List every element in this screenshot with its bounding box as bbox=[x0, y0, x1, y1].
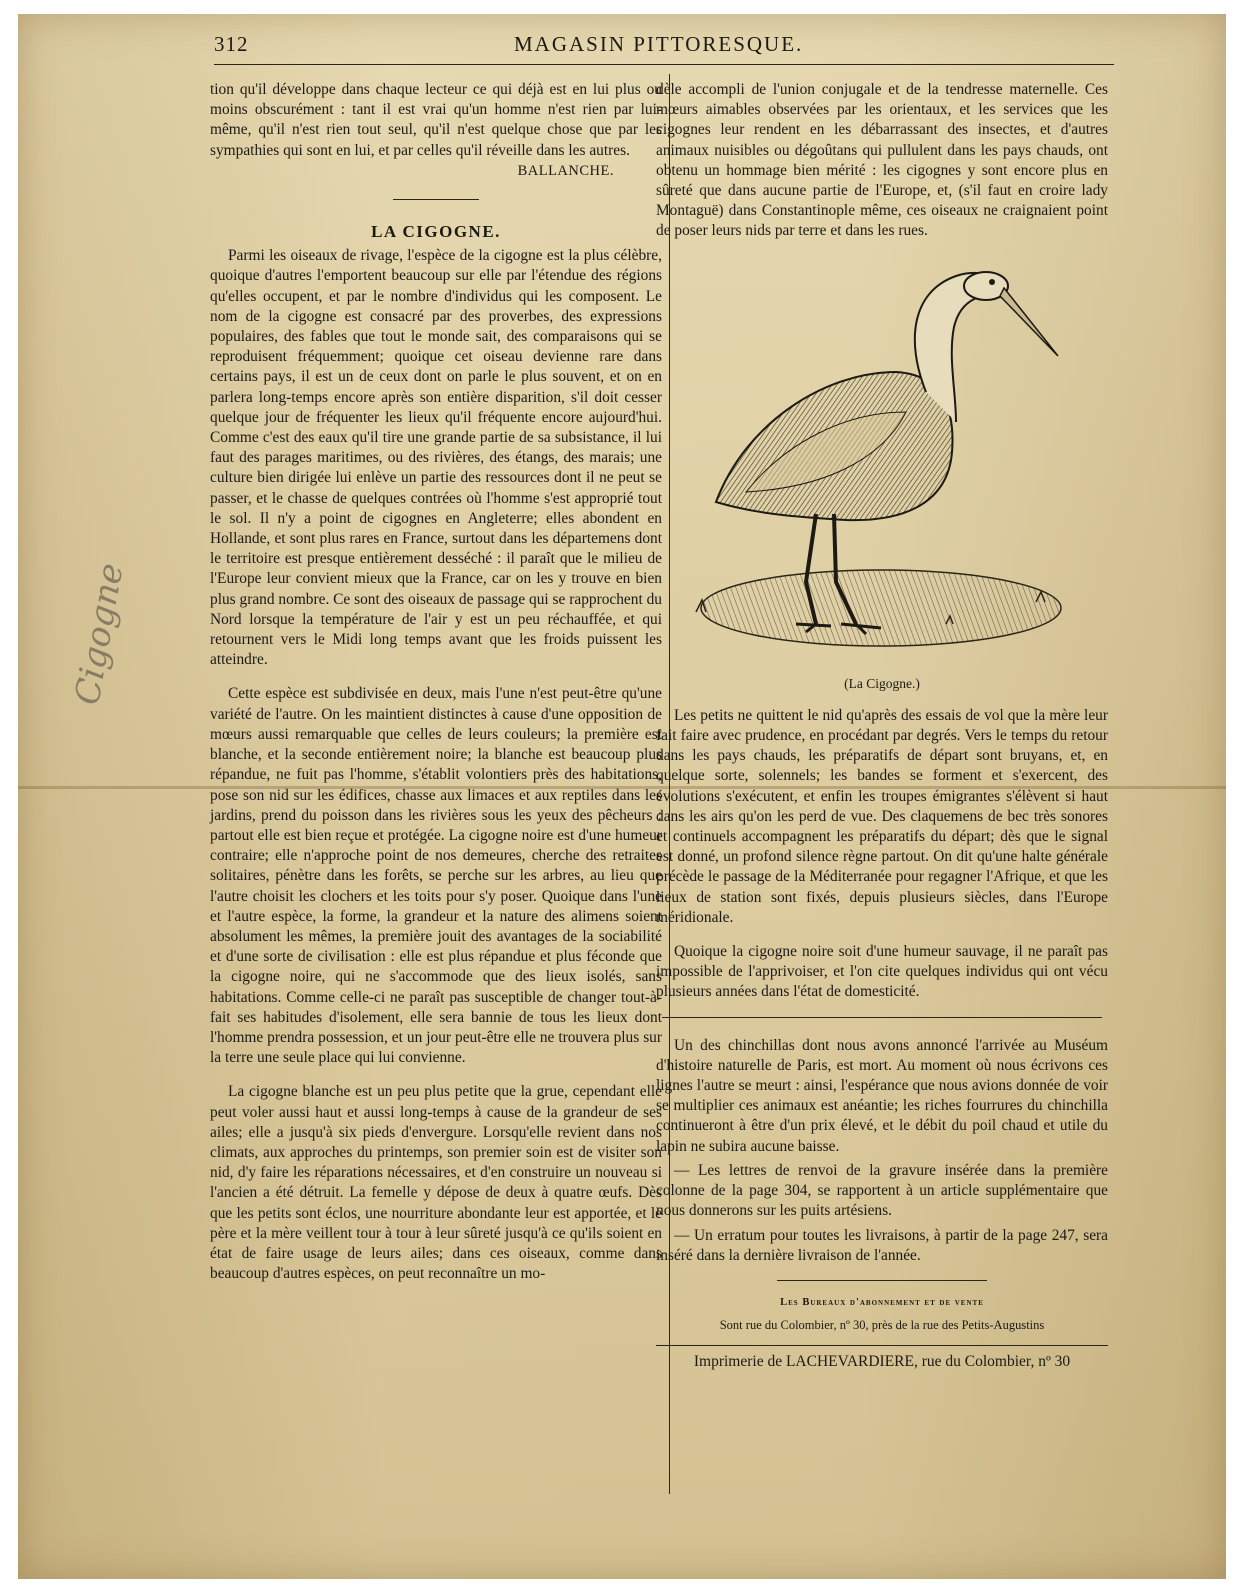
article-title: LA CIGOGNE. bbox=[371, 222, 501, 242]
page-header bbox=[214, 32, 1114, 58]
notice-paragraph: Un des chinchillas dont nous avons annoncé l'arrivée au Muséum d'histoire naturelle de Paris, est mort. Au moment où nous écrivons ces lignes l'autre se meurt : ainsi, l'espérance que nous avions donnée de voir se multiplier ces animaux est anéantie; les riches fourrures du chinchilla continueront à être d'un prix élevé, et le débit du poil chaud et utile du lapin ne subira aucune baisse. bbox=[656, 1036, 1108, 1155]
stork-engraving bbox=[656, 252, 1108, 672]
ground-mound bbox=[701, 570, 1061, 646]
right-column bbox=[656, 80, 1108, 1373]
stork-illustration bbox=[656, 252, 1108, 672]
section-rule bbox=[662, 1017, 1102, 1018]
newspaper-page bbox=[18, 14, 1226, 1579]
magazine-title: MAGASIN PITTORESQUE. bbox=[514, 32, 804, 56]
article-paragraph: Cette espèce est subdivisée en deux, mais l'une n'est peut-être qu'une variété de l'autre. On les maintient distinctes à cause d'une opposition de mœurs aussi remarquable que celles de leurs couleurs; la première est blanche, et la seconde entièrement noire; la blanche est beaucoup plus répandue, ne fuit pas l'homme, s'établit volontiers près des habitations, pose son nid sur les édifices, chasse aux limaces et aux reptiles dans les jardins, prend du poisson dans les rivières sous les yeux des pêcheurs : partout elle est bien reçue et protégée. La cigogne noire est d'une humeur contraire; elle n'approche point de nos demeures, cherche des retraites solitaires, pénètre dans les forêts, se perche sur les arbres, au lieu que l'autre choisit les clochers et les toits pour s'y poser. Quoique dans l'une et l'autre espèce, la forme, la grandeur et la nature des alimens soient absolument les mêmes, la première jouit des avantages de la sociabilité et d'une sorte de civilisation : elle est plus répandue et plus féconde que la cigogne noire, qui ne s'accommode que des lieux isolés, sans habitations. Comme celle-ci ne paraît pas susceptible de changer tout-à-fait ses habitudes d'isolement, elle sera bannie de tous les lieux dont l'homme prendra possession, et un jour peut-être elle ne trouvera plus sur la terre une seule place qui lui convienne. bbox=[210, 685, 662, 1067]
article-paragraph: Quoique la cigogne noire soit d'une humeur sauvage, il ne paraît pas impossible de l'apprivoiser, et l'on cite quelques individus qui ont vécu plusieurs années dans l'état de domesticité. bbox=[656, 943, 1108, 1001]
left-column bbox=[210, 80, 662, 1284]
article-paragraph: Parmi les oiseaux de rivage, l'espèce de la cigogne est la plus célèbre, quoique d'autres l'emportent beaucoup sur elle par l'étendue des régions qu'elles occupent, et par le nombre d'individus qui les composent. Le nom de la cigogne est consacré par des proverbes, des expressions populaires, des fables que tout le monde sait, des comparaisons qui se reproduisent fréquemment; quoique cet oiseau devienne rare dans certains pays, il est un de ceux dont on parle le plus souvent, et on en parlera long-temps encore après son entière disparition, s'il doit cesser quelque jour de fréquenter les lieux qu'il fréquente encore aujourd'hui. Comme c'est des eaux qu'il tire une grande partie de sa subsistance, il lui faut des parages maritimes, ou des rivières, des étangs, des marais; une culture bien dirigée lui enlève un partie des ressources dont il ne peut se passer, et le chasse de quelques contrées où l'homme s'est approprié tout le sol. Il n'y a point de cigognes en Angleterre; elles abondent en Hollande, et sont plus rares en France, surtout dans les départemens dont le territoire est presque entièrement desséché : il paraît que le milieu de l'Europe leur convient mieux que la France, car on les y trouve en bien plus grand nombre. Ce sont des oiseaux de passage qui se rapprochent du Nord lorsque la température de l'air y est un peu réchauffée, et qui retournent vers le Midi long temps avant que les froids puissent les atteindre. bbox=[210, 247, 662, 669]
author-signature: BALLANCHE. bbox=[517, 162, 614, 179]
pencil-annotation-text: Cigogne bbox=[67, 560, 132, 708]
notice-paragraph: — Un erratum pour toutes les livraisons, à partir de la page 247, sera inséré dans la dernière livraison de l'année. bbox=[656, 1226, 1108, 1264]
illustration-caption: (La Cigogne.) bbox=[844, 675, 920, 691]
intro-paragraph: tion qu'il développe dans chaque lecteur ce qui déjà est en lui plus ou moins obscurément : tant il est vrai qu'un homme n'est rien par lui-même, qu'il n'est rien tout seul, qu'il n'est quelque chose que par les sympathies qui sont en lui, et par celles qu'il réveille dans les autres. bbox=[210, 81, 662, 159]
page-number: 312 bbox=[214, 32, 249, 56]
printer-imprint: Imprimerie de LACHEVARDIERE, rue du Colombier, nº 30 bbox=[693, 1353, 1071, 1371]
header-rule bbox=[214, 64, 1114, 65]
article-paragraph: Les petits ne quittent le nid qu'après des essais de vol que la mère leur fait faire avec prudence, en procédant par degrés. Vers le temps du retour dans les pays chauds, les préparatifs de départ sont bruyans, et, en quelque sorte, solennels; les bandes se forment et s'exercent, des évolutions s'exécutent, et enfin les troupes émigrantes s'élèvent si haut dans les airs qu'on les perd de vue. Des claquemens de bec très sonores et continuels accompagnent les préparatifs du départ; dès que le signal est donné, un profond silence règne partout. On dit qu'une halte générale précède le passage de la Méditerranée pour regagner l'Afrique, et que les lieux de station sont fixés, depuis plusieurs siècles, dans l'Europe méridionale. bbox=[656, 706, 1108, 926]
article-paragraph: dèle accompli de l'union conjugale et de la tendresse maternelle. Ces mœurs aimables observées par les orientaux, et les services que les cigognes leur rendent en les débarrassant des insectes, et d'autres animaux nuisibles ou dégoûtans qui pullulent dans les pays chauds, ont obtenu un hommage bien mérité : les cigognes y sont encore plus en sûreté que dans aucune partie de l'Europe, et, (s'il faut en croire lady Montaguë) dans Constantinople même, ces oiseaux ne craignaient point de poser leurs nids par terre et dans les rues. bbox=[656, 81, 1108, 240]
article-paragraph: La cigogne blanche est un peu plus petite que la grue, cependant elle peut voler aussi haut et aussi long-temps à cause de la grandeur de ses ailes; elle a jusqu'à six pieds d'envergure. Lorsqu'elle revient dans nos climats, aux approches du printemps, son premier soin est de visiter son nid, d'y faire les réparations nécessaires, et d'en construire un nouveau si l'ancien a été détruit. La femelle y dépose de deux à quatre œufs. Dès que les petits sont éclos, une nourriture abondante leur est apportée, et le père et la mère veillent tour à tour à leur sûreté jusqu'à ce qu'ils soient en état de faire usage de leurs ailes; dans ces oiseaux, comme dans beaucoup d'autres espèces, on peut reconnaître un mo- bbox=[210, 1083, 662, 1283]
offices-heading: Les Bureaux d'abonnement et de vente bbox=[780, 1296, 984, 1308]
pencil-annotation bbox=[48, 534, 168, 744]
imprint-rule bbox=[656, 1345, 1108, 1346]
section-rule bbox=[393, 199, 479, 200]
offices-address: Sont rue du Colombier, nº 30, près de la rue des Petits-Augustins bbox=[719, 1318, 1045, 1333]
stork-beak bbox=[1000, 288, 1058, 356]
section-rule bbox=[777, 1280, 987, 1281]
notice-paragraph: — Les lettres de renvoi de la gravure insérée dans la première colonne de la page 304, se rapportent à un article supplémentaire que nous donnerons sur les puits artésiens. bbox=[656, 1161, 1108, 1220]
